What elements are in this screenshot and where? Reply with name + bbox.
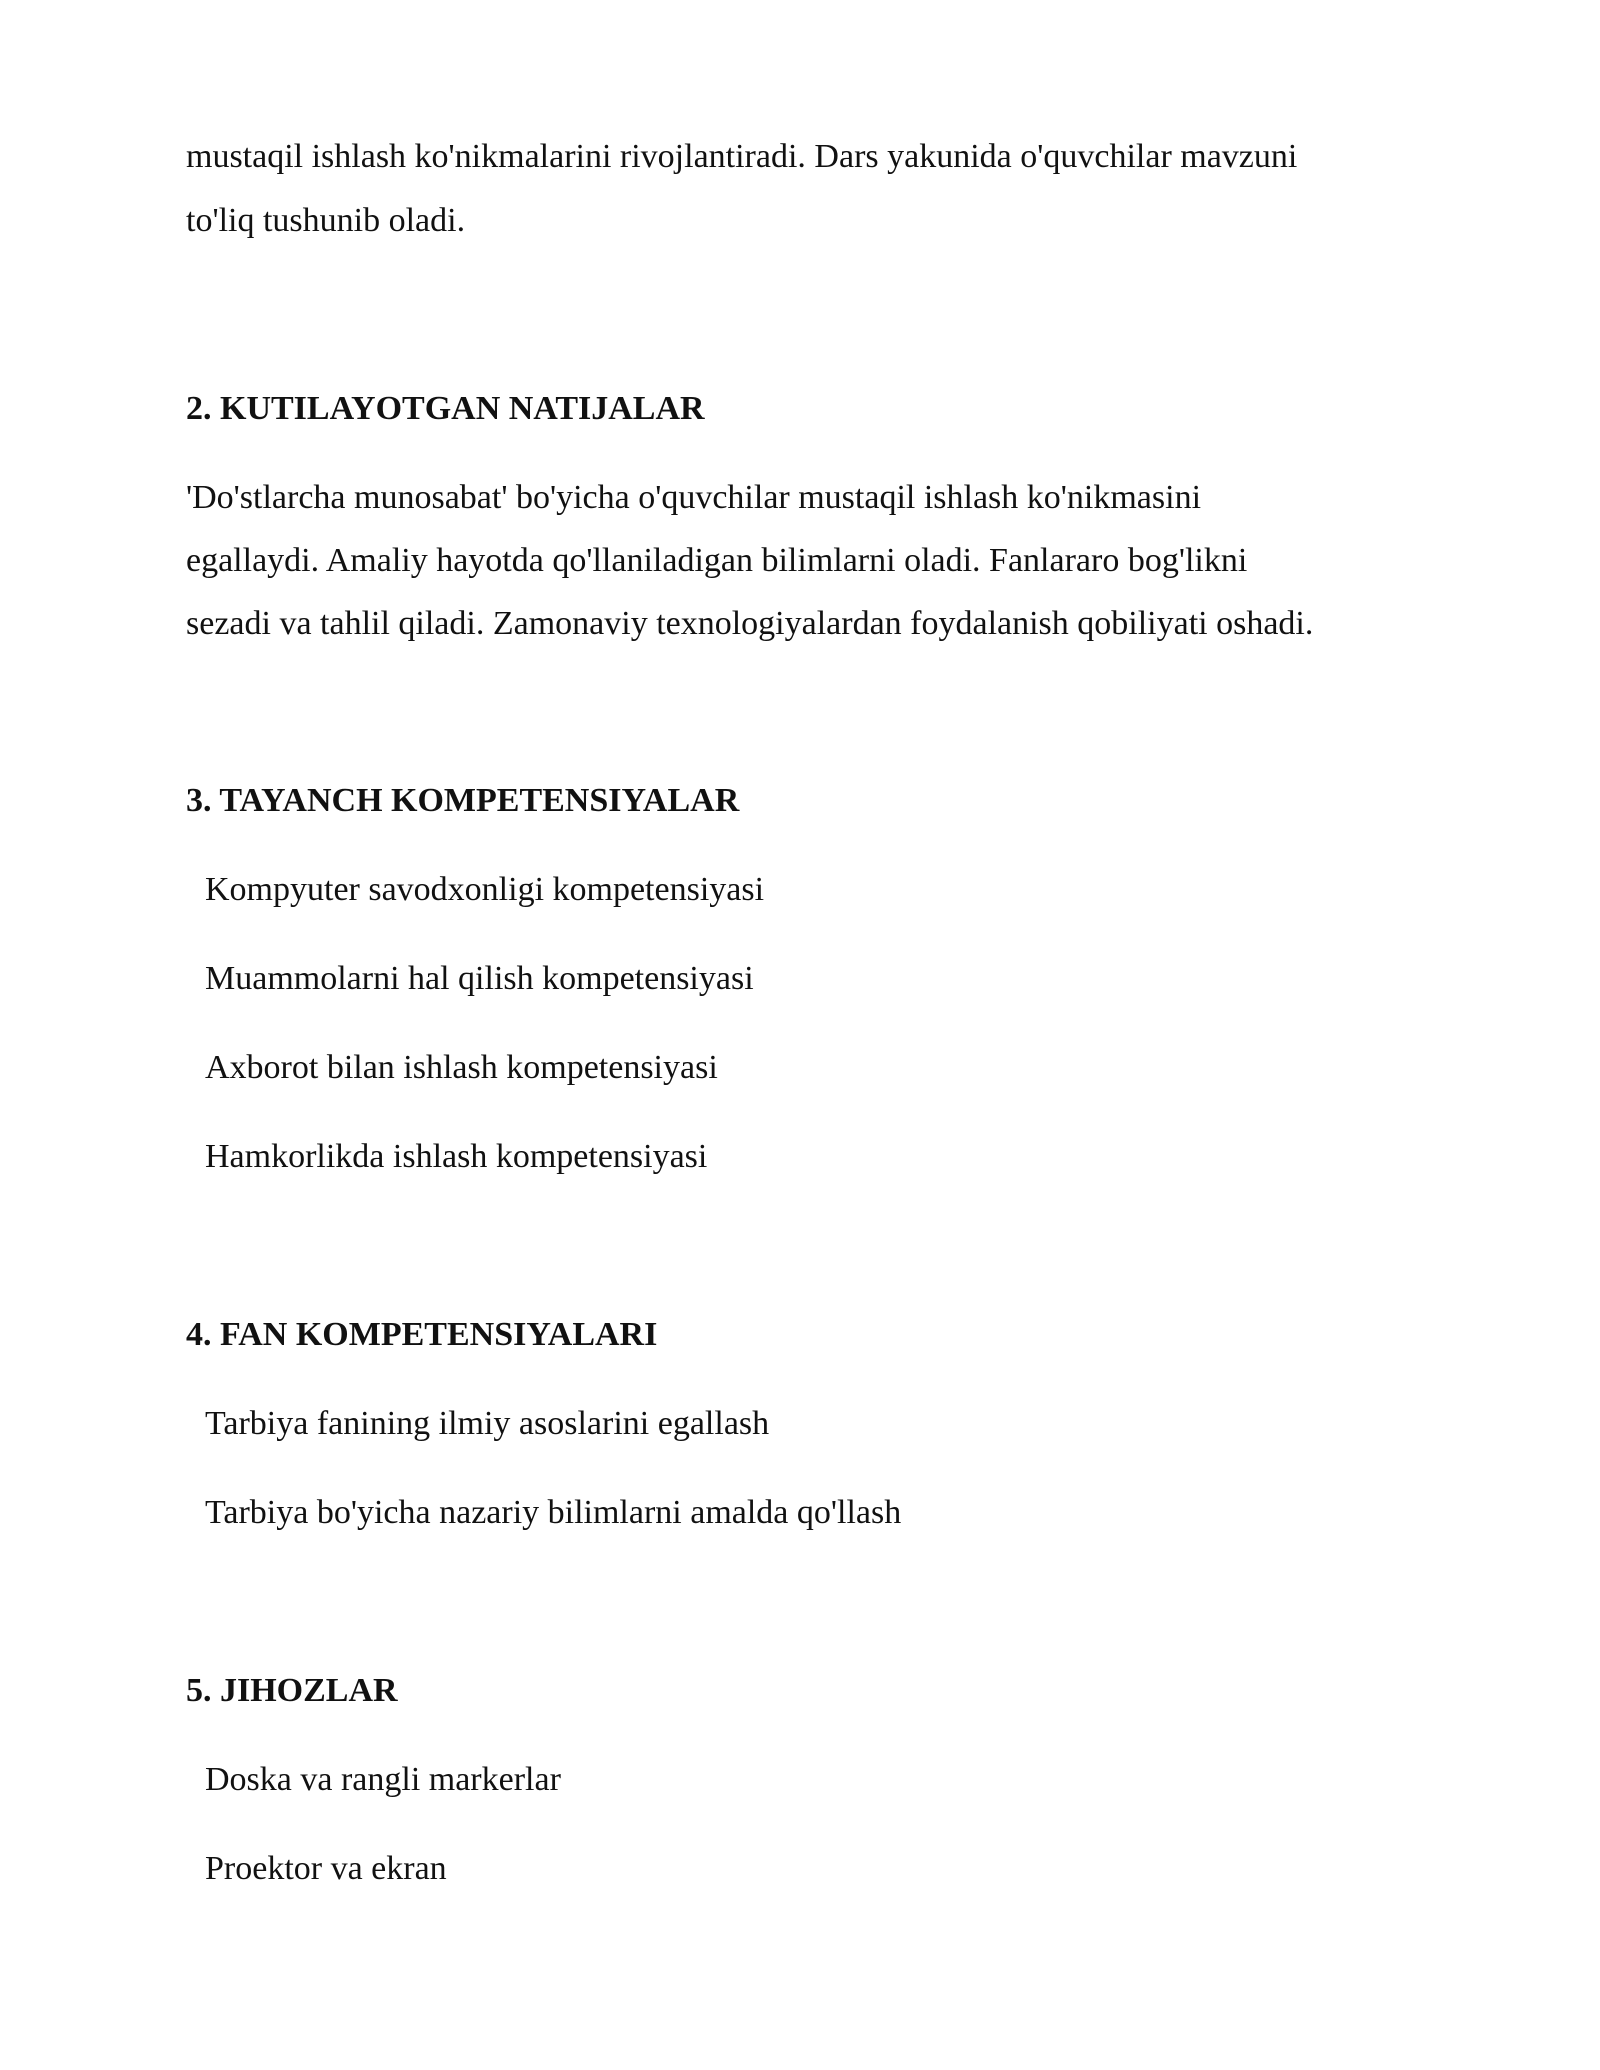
list-item: Axborot bilan ishlash kompetensiyasi [205,1049,718,1086]
list-item: Proektor va ekran [205,1850,447,1887]
intro-line-1: mustaqil ishlash ko'nikmalarini rivojlantiradi. Dars yakunida o'quvchilar mavzuni [186,138,1298,175]
intro-line-2: to'liq tushunib oladi. [186,202,466,239]
natijalar-line-2: egallaydi. Amaliy hayotda qo'llaniladigan bilimlarni oladi. Fanlararo bog'likni [186,542,1248,579]
list-item: Muammolarni hal qilish kompetensiyasi [205,960,754,997]
list-item: Kompyuter savodxonligi kompetensiyasi [205,871,765,908]
section-heading-tayanch: 3. TAYANCH KOMPETENSIYALAR [186,782,740,819]
natijalar-line-3: sezadi va tahlil qiladi. Zamonaviy texnologiyalardan foydalanish qobiliyati oshadi. [186,605,1314,642]
list-item: Hamkorlikda ishlash kompetensiyasi [205,1138,708,1175]
section-heading-natijalar: 2. KUTILAYOTGAN NATIJALAR [186,390,705,427]
list-item: Tarbiya bo'yicha nazariy bilimlarni amalda qo'llash [205,1494,902,1531]
list-item: Tarbiya fanining ilmiy asoslarini egallash [205,1405,770,1442]
section-heading-fan: 4. FAN KOMPETENSIYALARI [186,1316,658,1353]
list-item: Doska va rangli markerlar [205,1761,561,1798]
natijalar-line-1: 'Do'stlarcha munosabat' bo'yicha o'quvchilar mustaqil ishlash ko'nikmasini [186,479,1202,516]
section-heading-jihozlar: 5. JIHOZLAR [186,1672,398,1709]
